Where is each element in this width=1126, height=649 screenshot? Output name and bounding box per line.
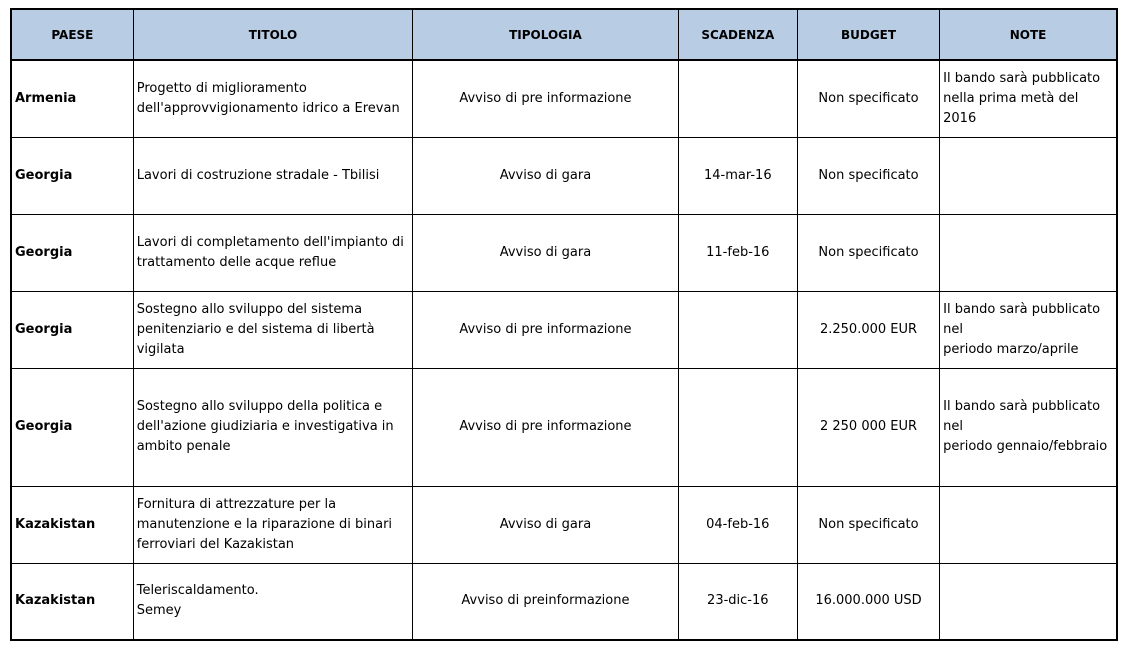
cell-note-text: Il bando sarà pubblicato nella prima metà del 2016 bbox=[943, 70, 1101, 126]
cell-budget: Non specificato bbox=[797, 137, 939, 214]
cell-paese: Georgia bbox=[11, 214, 133, 291]
cell-note bbox=[940, 60, 1117, 137]
cell-titolo-text: Fornitura di attrezzature per la manutenzione e la riparazione di binari ferroviari del Kazakistan bbox=[136, 496, 393, 552]
cell-tipologia: Avviso di pre informazione bbox=[413, 291, 678, 368]
cell-tipologia: Avviso di gara bbox=[413, 214, 678, 291]
cell-tipologia: Avviso di pre informazione bbox=[413, 368, 678, 486]
cell-titolo-text: Sostegno allo sviluppo della politica e dell'azione giudiziaria e investigativa in ambito penale bbox=[136, 399, 394, 454]
cell-scadenza: 04-feb-16 bbox=[678, 486, 797, 563]
cell-paese: Kazakistan bbox=[11, 563, 133, 640]
cell-tipologia: Avviso di pre informazione bbox=[413, 60, 678, 137]
cell-titolo bbox=[133, 214, 413, 291]
table-row bbox=[11, 60, 1117, 137]
cell-budget: 2.250.000 EUR bbox=[797, 291, 939, 368]
cell-scadenza: 14-mar-16 bbox=[678, 137, 797, 214]
cell-titolo-text: Sostegno allo sviluppo del sistema penitenziario e del sistema di libertà vigilata bbox=[136, 301, 375, 357]
cell-budget: Non specificato bbox=[797, 60, 939, 137]
cell-budget: Non specificato bbox=[797, 486, 939, 563]
cell-note bbox=[940, 563, 1117, 640]
cell-titolo-text: Progetto di miglioramento dell'approvvigionamento idrico a Erevan bbox=[136, 80, 400, 116]
table-row bbox=[11, 291, 1117, 368]
table-row bbox=[11, 137, 1117, 214]
cell-titolo bbox=[133, 563, 413, 640]
cell-titolo-text: Teleriscaldamento. Semey bbox=[136, 583, 259, 619]
header-budget: BUDGET bbox=[797, 9, 939, 60]
cell-note-text: Il bando sarà pubblicato nel periodo marzo/aprile bbox=[943, 301, 1101, 357]
cell-scadenza: 11-feb-16 bbox=[678, 214, 797, 291]
cell-scadenza bbox=[678, 291, 797, 368]
cell-titolo bbox=[133, 486, 413, 563]
cell-tipologia: Avviso di gara bbox=[413, 137, 678, 214]
cell-budget: 2 250 000 EUR bbox=[797, 368, 939, 486]
cell-note bbox=[940, 368, 1117, 486]
cell-scadenza: 23-dic-16 bbox=[678, 563, 797, 640]
cell-paese: Armenia bbox=[11, 60, 133, 137]
cell-tipologia: Avviso di preinformazione bbox=[413, 563, 678, 640]
cell-titolo-text: Lavori di completamento dell'impianto di trattamento delle acque reflue bbox=[136, 234, 404, 270]
cell-paese: Georgia bbox=[11, 137, 133, 214]
cell-note-text: Il bando sarà pubblicato nel periodo gennaio/febbraio bbox=[943, 399, 1108, 454]
cell-titolo bbox=[133, 60, 413, 137]
table-row bbox=[11, 563, 1117, 640]
cell-paese: Georgia bbox=[11, 291, 133, 368]
cell-note bbox=[940, 486, 1117, 563]
header-row bbox=[11, 9, 1117, 60]
cell-paese: Kazakistan bbox=[11, 486, 133, 563]
cell-note bbox=[940, 137, 1117, 214]
header-titolo: TITOLO bbox=[133, 9, 413, 60]
table-row bbox=[11, 368, 1117, 486]
cell-scadenza bbox=[678, 368, 797, 486]
cell-scadenza bbox=[678, 60, 797, 137]
cell-titolo-text: Lavori di costruzione stradale - Tbilisi bbox=[136, 167, 380, 183]
header-paese: PAESE bbox=[11, 9, 133, 60]
cell-titolo bbox=[133, 137, 413, 214]
header-scadenza: SCADENZA bbox=[678, 9, 797, 60]
cell-paese: Georgia bbox=[11, 368, 133, 486]
cell-titolo bbox=[133, 291, 413, 368]
header-tipologia: TIPOLOGIA bbox=[413, 9, 678, 60]
tenders-table bbox=[10, 8, 1118, 641]
cell-note bbox=[940, 291, 1117, 368]
table-row bbox=[11, 486, 1117, 563]
table-row bbox=[11, 214, 1117, 291]
cell-tipologia: Avviso di gara bbox=[413, 486, 678, 563]
cell-note bbox=[940, 214, 1117, 291]
cell-budget: 16.000.000 USD bbox=[797, 563, 939, 640]
header-note: NOTE bbox=[940, 9, 1117, 60]
cell-titolo bbox=[133, 368, 413, 486]
cell-budget: Non specificato bbox=[797, 214, 939, 291]
